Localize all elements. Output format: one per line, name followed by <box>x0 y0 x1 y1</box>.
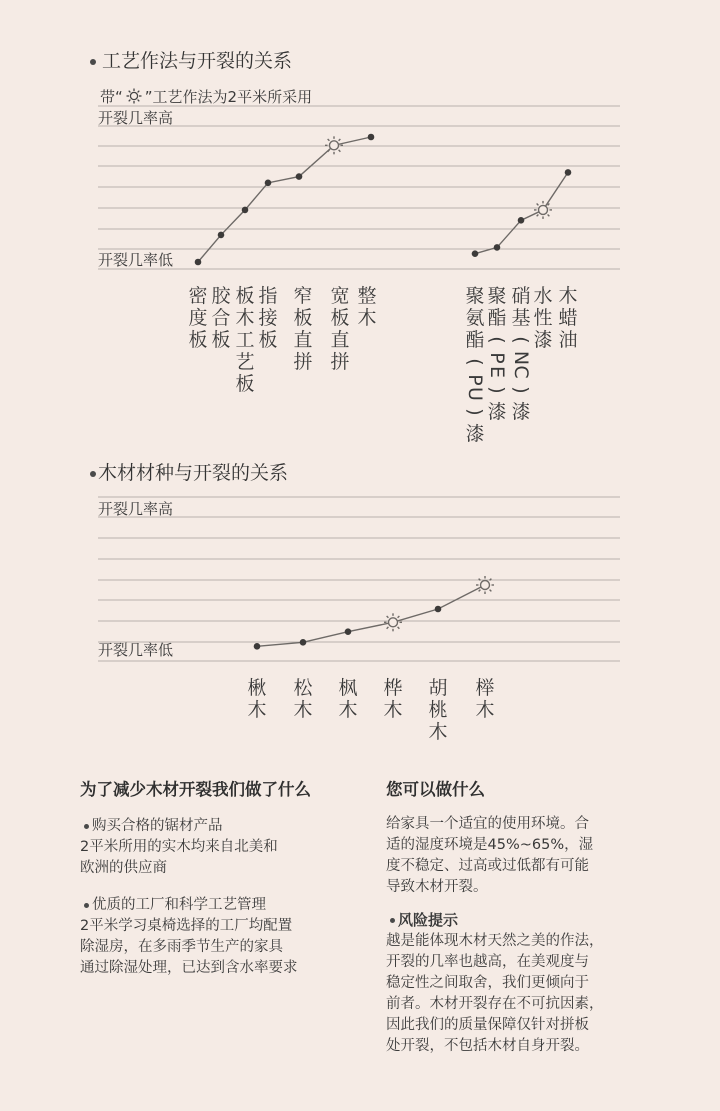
chart2-low-label: 开裂几率低 <box>98 641 174 659</box>
chart1-finish-point <box>472 250 479 257</box>
chart1-finish-category-label: 木 蜡 油 <box>558 285 578 351</box>
item2-line3: 通过除湿处理，已达到含水率要求 <box>80 960 298 976</box>
risk-title-text: 风险提示 <box>398 911 459 929</box>
p2-line1: 越是能体现木材天然之美的作法， <box>386 933 604 949</box>
chart2-wood-category-label: 榉 木 <box>475 677 495 721</box>
left-item2 <box>80 895 380 979</box>
chart1-process-point <box>368 134 375 141</box>
p2-line3: 稳定性之间取舍，我们更倾向于 <box>386 975 589 991</box>
chart1-process-point <box>265 180 272 187</box>
right-paragraph1 <box>386 814 686 898</box>
chart1-process-point <box>218 232 225 239</box>
chart1-finish-category-label: 硝 基 ( N C ) 漆 <box>510 285 532 423</box>
bullet-icon <box>84 824 89 829</box>
right-heading: 您可以做什么 <box>386 780 485 799</box>
p1-line4: 导致木材开裂。 <box>386 879 488 895</box>
chart1-low-label: 开裂几率低 <box>98 251 174 269</box>
chart1-process-point <box>195 259 202 266</box>
sun-marker-icon <box>123 88 145 106</box>
item1-title: 购买合格的锯材产品 <box>92 818 223 834</box>
note-suffix: ”工艺作法为2平米所采用 <box>144 88 313 106</box>
chart1-finish-category-label: 聚 氨 酯 ( P U ) 漆 <box>464 285 486 445</box>
chart2-wood-point <box>345 628 352 635</box>
p1-line1: 给家具一个适宜的使用环境。合 <box>386 816 589 832</box>
section2-title <box>90 458 288 485</box>
chart2-wood-point <box>300 639 307 646</box>
chart2-wood-point <box>435 606 442 613</box>
left-column <box>80 776 380 979</box>
p1-line3: 度不稳定、过高或过低都有可能 <box>386 858 589 874</box>
chart1-process-point <box>242 207 249 214</box>
chart2-wood-point <box>254 643 261 650</box>
chart2-wood-category-label: 枫 木 <box>338 677 358 721</box>
chart2-wood-sun-point <box>384 613 402 631</box>
chart1-finish-sun-point <box>534 201 552 219</box>
p2-line2: 开裂的几率也越高，在美观度与 <box>386 954 589 970</box>
item2-line1: 2平米学习桌椅选择的工厂均配置 <box>80 918 293 934</box>
chart2-wood-line <box>257 585 485 646</box>
chart1-high-label: 开裂几率高 <box>98 109 174 127</box>
chart1-process-line <box>198 137 371 262</box>
right-column <box>386 776 686 1057</box>
chart2-wood-category-label: 楸 木 <box>247 677 267 721</box>
left-heading: 为了减少木材开裂我们做了什么 <box>80 780 311 799</box>
chart1-process-point <box>296 173 303 180</box>
chart1-process-category-label: 整 木 <box>357 285 377 329</box>
section1-note <box>100 86 312 107</box>
item1-line1: 2平米所用的实木均来自北美和 <box>80 839 278 855</box>
chart2-wood-category-label: 桦 木 <box>383 677 403 721</box>
bullet-icon <box>90 471 96 477</box>
chart1-process-sun-point <box>325 136 343 154</box>
chart2-wood-category-label: 松 木 <box>293 677 313 721</box>
section2-title-text: 木材材种与开裂的关系 <box>98 462 289 484</box>
right-paragraph2 <box>386 931 686 1057</box>
p2-line6: 处开裂，不包括木材自身开裂。 <box>386 1038 589 1054</box>
p1-line2: 适的湿度环境是45%~65%，湿 <box>386 837 594 853</box>
note-prefix: 带“ <box>100 88 123 106</box>
chart1-finish-point <box>494 244 501 251</box>
section1-title-text: 工艺作法与开裂的关系 <box>102 50 293 72</box>
chart1-finish-category-label: 聚 酯 ( P E ) 漆 <box>486 285 508 423</box>
item2-line2: 除湿房，在多雨季节生产的家具 <box>80 939 283 955</box>
chart1-finish-point <box>565 169 572 176</box>
chart1-process-category-label: 板 木 工 艺 板 <box>235 285 255 395</box>
chart1-finish-point <box>518 217 525 224</box>
p2-line4: 前者。木材开裂存在不可抗因素， <box>386 996 604 1012</box>
item2-title: 优质的工厂和科学工艺管理 <box>92 897 266 913</box>
p2-line5: 因此我们的质量保障仅针对拼板 <box>386 1017 589 1033</box>
chart1-process-category-label: 宽 板 直 拼 <box>330 285 350 373</box>
bullet-icon <box>390 918 395 923</box>
bullet-icon <box>84 903 89 908</box>
chart1-process-category-label: 指 接 板 <box>258 285 278 351</box>
risk-title <box>386 910 686 931</box>
chart1-finish-category-label: 水 性 漆 <box>533 285 553 351</box>
chart1-process-category-label: 窄 板 直 拼 <box>293 285 313 373</box>
chart2-high-label: 开裂几率高 <box>98 500 174 518</box>
section1-title <box>90 46 292 73</box>
chart2-wood-sun-point <box>476 576 494 594</box>
left-item1 <box>80 816 380 879</box>
chart2-wood-category-label: 胡 桃 木 <box>428 677 448 743</box>
item1-line2: 欧洲的供应商 <box>80 860 167 876</box>
chart1-process-category-label: 密 度 板 <box>188 285 208 351</box>
bullet-icon <box>90 59 96 65</box>
chart1-finish-line <box>475 172 568 253</box>
chart1-process-category-label: 胶 合 板 <box>211 285 231 351</box>
